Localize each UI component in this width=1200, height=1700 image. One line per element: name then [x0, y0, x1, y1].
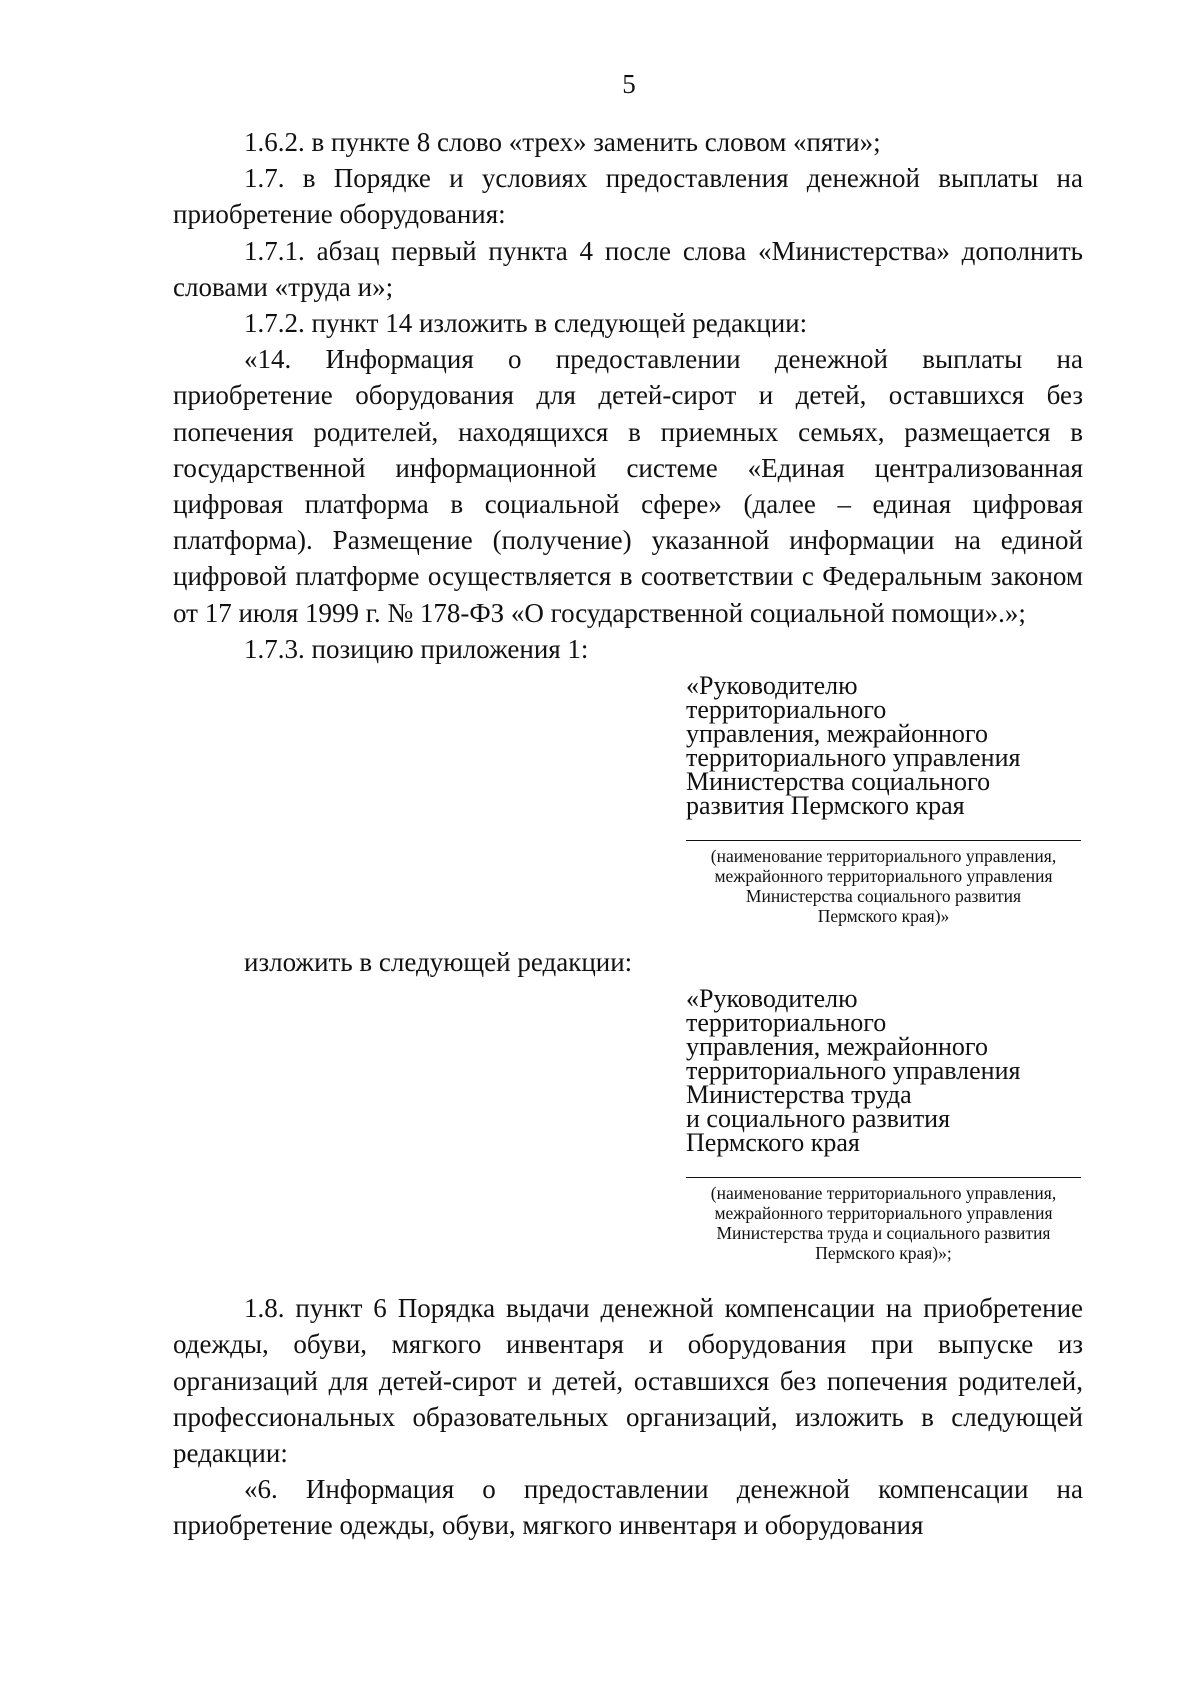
paragraph-1-8: 1.8. пункт 6 Порядка выдачи денежной компенсации на приобретение одежды, обуви, мягкого инвентаря и оборудования при выпуске из организаций для детей-сирот и детей, оставшихся без попечения родителей, профессиональных образовательных организаций, изложить в следующей редакции: — [173, 1293, 1083, 1469]
new-addressee-line: территориального — [686, 1008, 887, 1038]
old-addressee-line: территориального управления — [686, 743, 1021, 773]
paragraph-restate: изложить в следующей редакции: — [244, 947, 633, 978]
old-caption-rule — [686, 840, 1081, 841]
paragraph-1-7-1: 1.7.1. абзац первый пункта 4 после слова «Министерства» дополнить словами «труда и»; — [173, 235, 1083, 302]
paragraph-1-6-2: 1.6.2. в пункте 8 слово «трех» заменить словом «пяти»; — [244, 127, 881, 157]
old-addressee-line: «Руководителю — [686, 671, 858, 701]
old-caption-line: (наименование территориального управления, — [710, 846, 1057, 867]
new-caption-line: Пермского края)»; — [815, 1243, 952, 1264]
paragraph-1-7: 1.7. в Порядке и условиях предоставления денежной выплаты на приобретение оборудования: — [173, 163, 1083, 230]
old-addressee-line: развития Пермского края — [686, 791, 965, 821]
new-addressee-line: управления, межрайонного — [686, 1032, 988, 1062]
old-caption-line: Пермского края)» — [817, 906, 950, 927]
old-caption-line: межрайонного территориального управления — [714, 866, 1053, 887]
old-addressee-line: управления, межрайонного — [686, 719, 988, 749]
paragraph-point-14: «14. Информация о предоставлении денежной выплаты на приобретение оборудования для детей-сирот и детей, оставшихся без попечения родителей, находящихся в приемных семьях, размещается в государственной информационной системе «Единая централизованная цифровая платформа в социальной сфере» (далее – единая цифровая платформа). Размещение (получение) указанной информации на единой цифровой платформе осуществляется в соответствии с Федеральным законом от 17 июля 1999 г. № 178-ФЗ «О государственной социальной помощи».»; — [173, 344, 1083, 628]
new-caption-line: межрайонного территориального управления — [714, 1203, 1053, 1224]
new-caption-line: Министерства труда и социального развития — [716, 1223, 1051, 1244]
new-addressee-line: Министерства труда — [686, 1080, 912, 1110]
new-addressee-line: «Руководителю — [686, 984, 858, 1014]
new-addressee-block — [686, 984, 1083, 1158]
old-addressee-line: территориального — [686, 695, 887, 725]
new-caption-line: (наименование территориального управления, — [710, 1183, 1057, 1204]
old-addressee-block — [686, 671, 1083, 821]
paragraph-point-6: «6. Информация о предоставлении денежной компенсации на приобретение одежды, обуви, мягкого инвентаря и оборудования — [173, 1474, 1083, 1541]
page-number: 5 — [622, 69, 636, 99]
paragraph-1-7-2: 1.7.2. пункт 14 изложить в следующей редакции: — [244, 308, 808, 339]
old-caption — [681, 846, 1086, 926]
new-caption-rule — [686, 1177, 1081, 1178]
new-addressee-line: и социального развития — [686, 1104, 951, 1134]
old-caption-line: Министерства социального развития — [745, 886, 1022, 907]
paragraph-1-7-3: 1.7.3. позицию приложения 1: — [244, 633, 589, 664]
new-caption — [681, 1183, 1086, 1263]
document-body — [173, 124, 1083, 1544]
old-addressee-line: Министерства социального — [686, 767, 991, 797]
new-addressee-line: Пермского края — [686, 1128, 860, 1158]
new-addressee-line: территориального управления — [686, 1056, 1021, 1086]
